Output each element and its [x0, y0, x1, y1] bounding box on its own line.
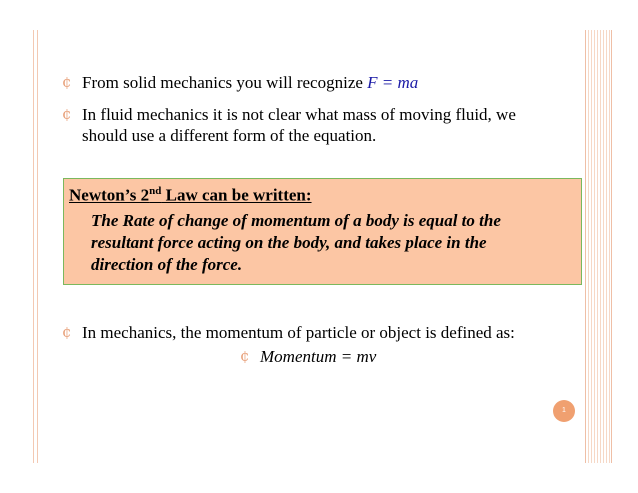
bullet-icon: ¢ [62, 73, 72, 91]
bullet-icon: ¢ [240, 347, 250, 365]
bullet-text-line: should use a different form of the equation. [82, 126, 377, 145]
bullet-text [82, 104, 516, 146]
bullet-text-plain: From solid mechanics you will recognize [82, 73, 368, 92]
bullet-momentum-definition [62, 322, 582, 344]
bullet-text-line: In fluid mechanics it is not clear what mass of moving fluid, we [82, 105, 516, 124]
left-border-line [37, 30, 38, 463]
bullet-icon: ¢ [62, 323, 72, 341]
right-border-band [588, 30, 610, 463]
callout-title-pre: Newton’s 2 [69, 185, 150, 205]
left-border-line [33, 30, 34, 463]
bullet-solid-mechanics [62, 72, 582, 94]
callout-line: resultant force acting on the body, and takes place in the [91, 233, 487, 252]
newton-law-callout [63, 178, 582, 285]
bullet-fluid-mechanics [62, 104, 582, 148]
callout-line: The Rate of change of momentum of a body is equal to the [91, 211, 501, 230]
callout-line: direction of the force. [91, 255, 243, 274]
callout-title-sup: nd [149, 185, 162, 197]
right-border-line [585, 30, 586, 463]
equation-f-ma: F = ma [367, 73, 419, 92]
bullet-text [82, 72, 418, 93]
equation-momentum: Momentum = mv [260, 347, 377, 366]
callout-title [69, 185, 312, 206]
bullet-text: In mechanics, the momentum of particle or object is defined as: [82, 323, 515, 342]
page-number-badge: 1 [553, 400, 575, 422]
right-border-line [611, 30, 612, 463]
callout-body [91, 210, 581, 276]
callout-title-post: Law can be written: [161, 185, 312, 205]
bullet-icon: ¢ [62, 105, 72, 123]
